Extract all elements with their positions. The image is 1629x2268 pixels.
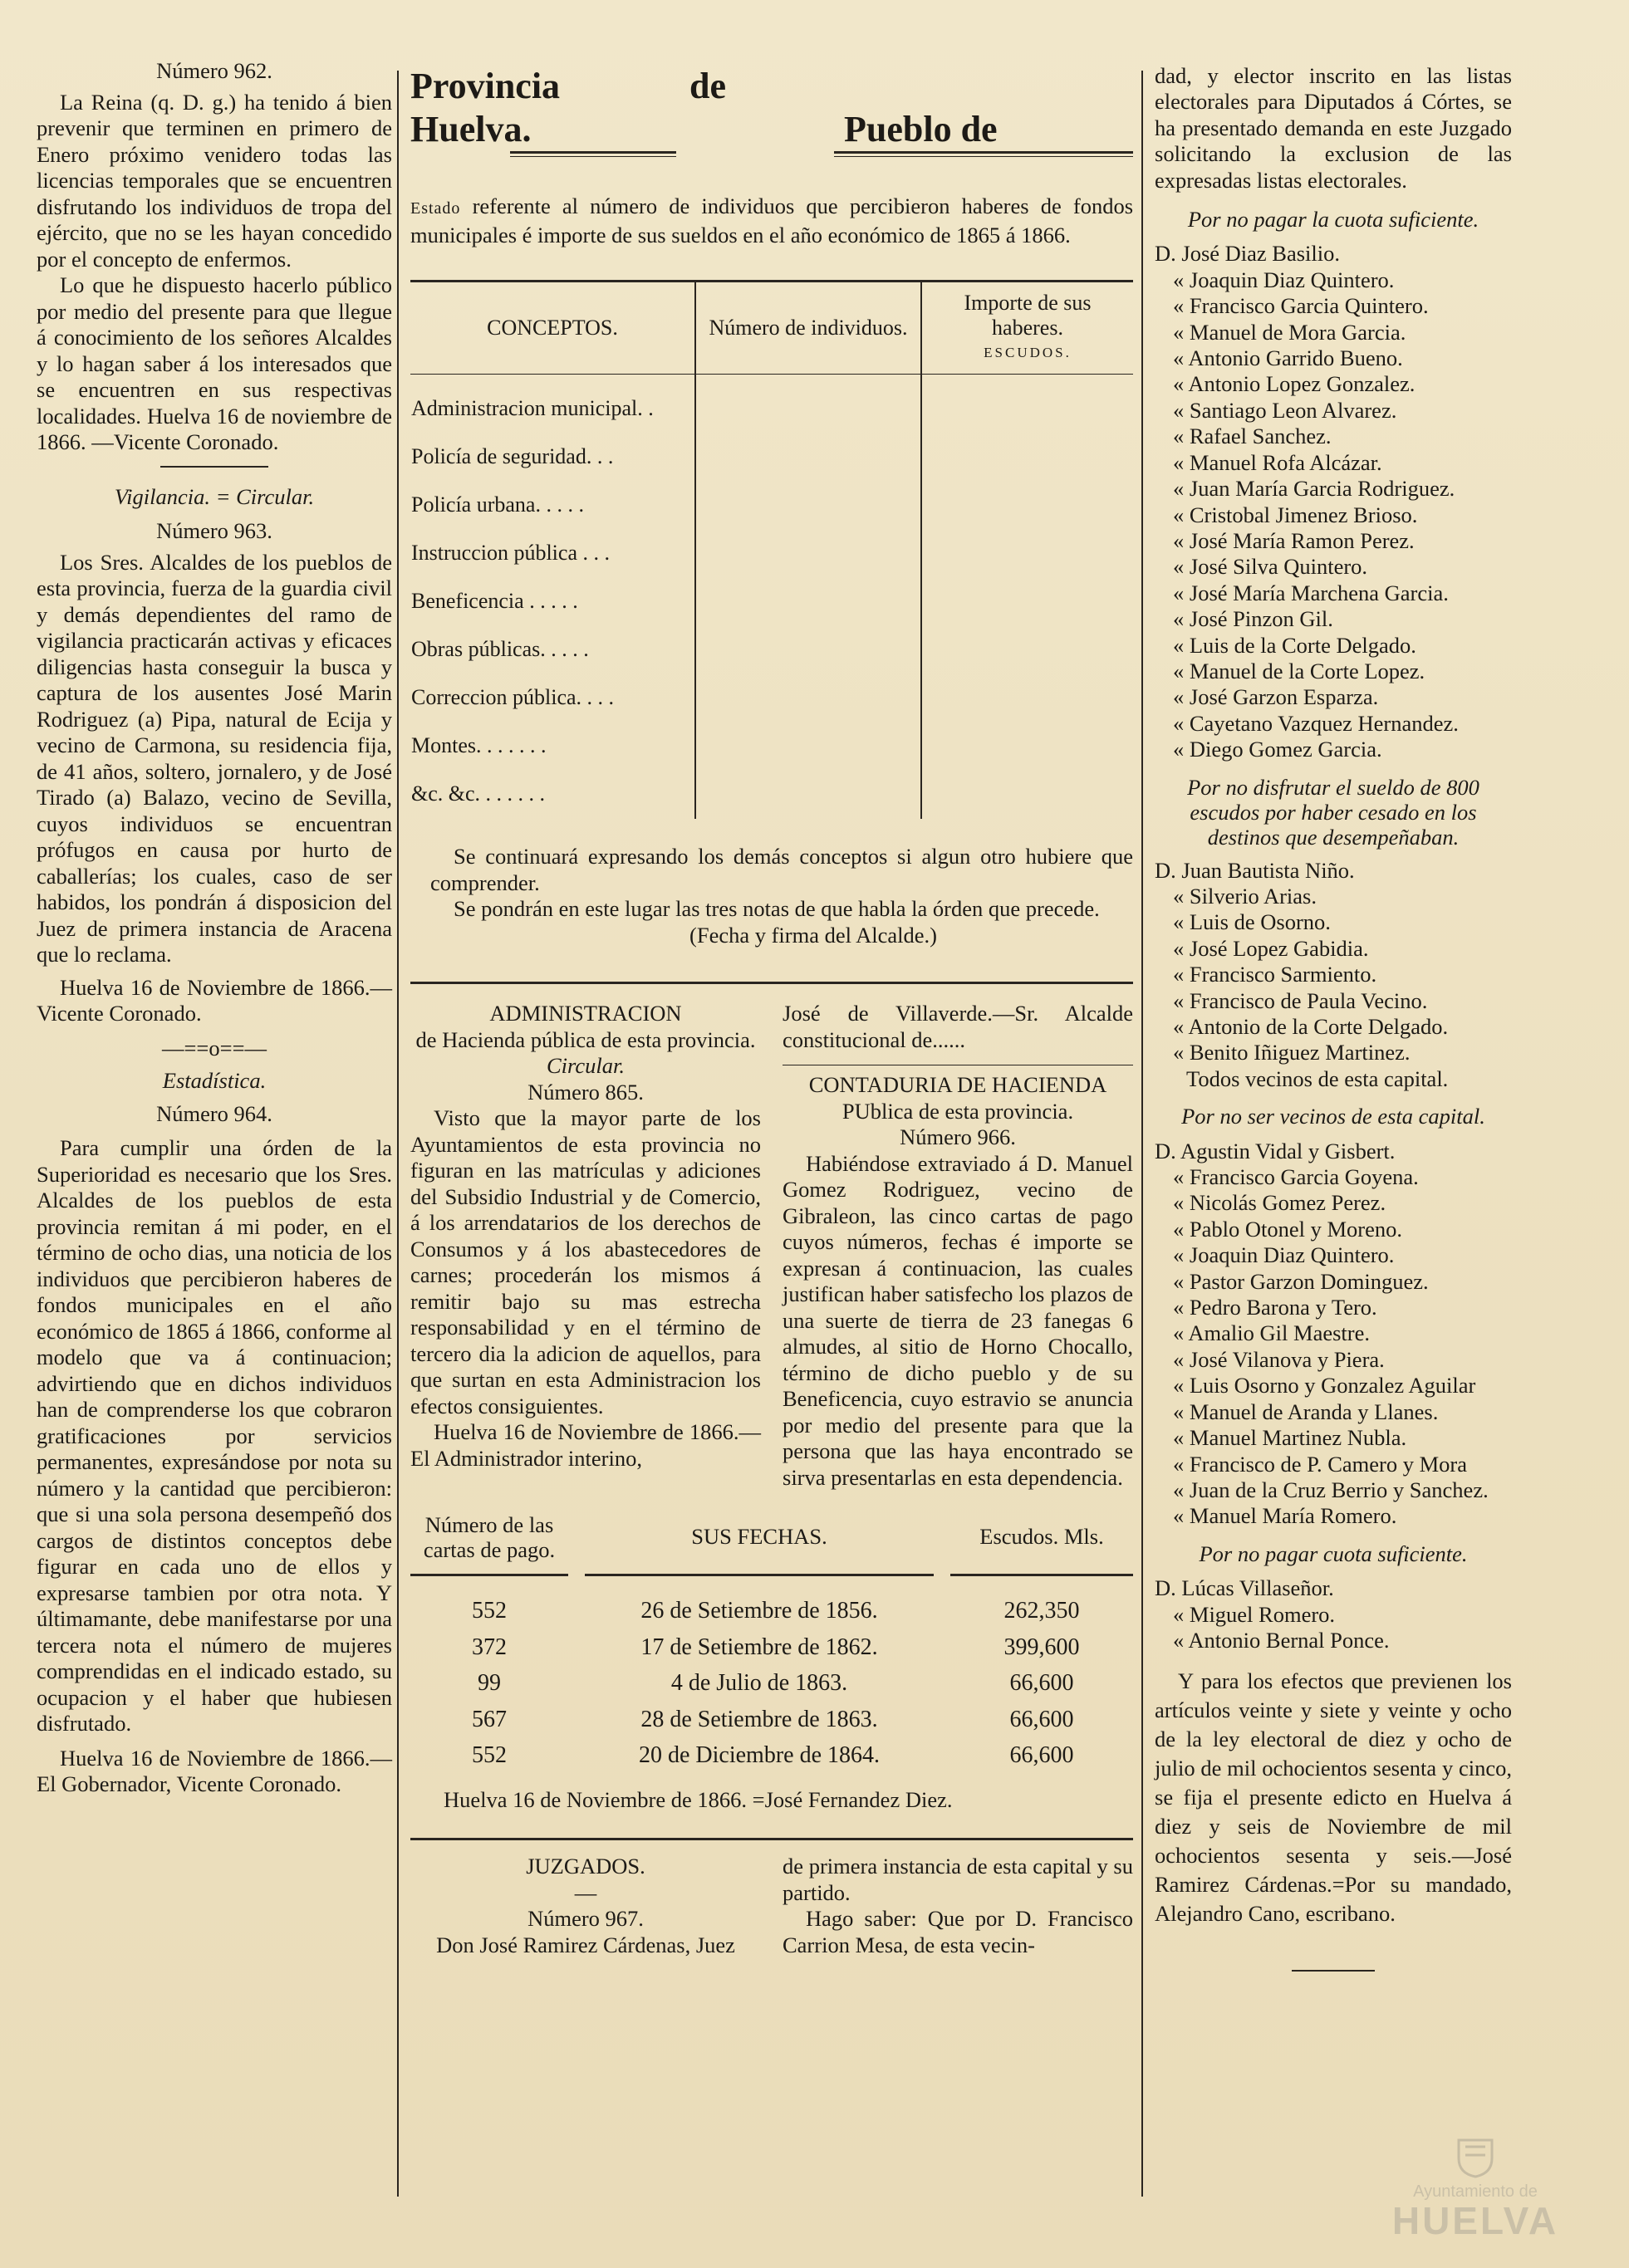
list-item: « Diego Gomez Garcia. [1173,737,1382,762]
carta-importe: 66,600 [1009,1670,1074,1696]
estado-text: referente al número de individuos que percibieron haberes de fondos municipales é importe de sus sueldos en el año económico de 1865 á 1866. [410,193,1134,247]
n865-sign: Huelva 16 de Noviembre de 1866.—El Administrador interino, [410,1419,761,1471]
list-item: « José Vilanova y Piera. [1173,1346,1385,1372]
n962-body2: Lo que he dispuesto hacerlo público por medio del presente para que llegue á conocimiento de los señores Alcaldes y lo hagan saber á los interesados que se encuentren en sus respectivas localidades. Huelva 16 de noviembre de 1866. —Vicente Coronado. [37,272,392,454]
pueblo-underline [834,151,1133,157]
concepto-item: Correccion pública. . . . [411,685,615,709]
n962-title: Número 962. [156,58,272,83]
concepto-item: Instruccion pública . . . [411,541,610,565]
n967-body-b: de primera instancia de esta capital y su partido. [783,1854,1133,1905]
list-item: « Luis de Osorno. [1173,909,1331,935]
list3 [1155,1164,1512,1530]
column-rule-right [1141,71,1143,2197]
list2-tail: Todos vecinos de esta capital. [1186,1065,1449,1091]
vig-heading: Vigilancia. = Circular. [114,483,315,509]
list-item: « Rafael Sanchez. [1173,424,1332,449]
n964-sign: Huelva 16 de Noviembre de 1866.—El Gobernador, Vicente Coronado. [37,1745,392,1796]
cartas-header [410,1512,1133,1562]
left-column [37,58,392,1798]
list-item: « Luis de la Corte Delgado. [1173,632,1416,658]
list-item: « Cristobal Jimenez Brioso. [1173,502,1418,527]
admin-sub: de Hacienda pública de esta provincia. [415,1026,756,1052]
th-escudos: ESCUDOS. [984,345,1072,360]
list-item: « José Lopez Gabidia. [1173,935,1369,961]
admin-block [410,1001,761,1491]
list-item: « Amalio Gil Maestre. [1173,1320,1370,1346]
list-item: « José María Marchena Garcia. [1173,580,1449,605]
list-item: « Juan de la Cruz Berrio y Sanchez. [1173,1477,1489,1502]
n967-body-a: Don José Ramirez Cárdenas, Juez [436,1932,735,1957]
carta-fecha: 17 de Setiembre de 1862. [640,1634,878,1660]
carta-row [410,1702,1133,1738]
n865-sign2: José de Villaverde.—Sr. Alcalde constitucional de...... [783,1001,1133,1052]
juz-right [783,1854,1133,1958]
list-item: « Nicolás Gomez Perez. [1173,1190,1386,1216]
n967-title: Número 967. [527,1906,644,1931]
h1: Por no pagar la cuota suficiente. [1187,207,1479,233]
list-item: « Francisco de P. Camero y Mora [1173,1451,1467,1477]
cont-sign: Huelva 16 de Noviembre de 1866. =José Fernandez Diez. [444,1786,953,1812]
right-column [1155,63,1512,1988]
carta-num: 567 [472,1706,507,1732]
list-item: « Silverio Arias. [1173,883,1317,909]
list4-first: D. Lúcas Villaseñor. [1155,1575,1334,1601]
cartas-rules [410,1574,1133,1576]
list-item: « Pablo Otonel y Moreno. [1173,1216,1403,1242]
closing: Y para los efectos que previenen los artículos veinte y siete y veinte y ocho de la ley electoral de diez y ocho de julio de mil ochocientos sesenta y cinco, se fija el presente edicto en Huelva á diez y seis de Noviembre de mil ochocientos sesenta y seis.—José Ramirez Cárdenas.=Por su mandado, Alejandro Cano, escribano. [1155,1668,1512,1927]
n865-title: Número 865. [527,1079,644,1105]
separator: —==o==— [161,1035,267,1061]
n865-body: Visto que la mayor parte de los Ayuntamientos de esta provincia no figuran en las matrículas y adiciones del Subsidio Industrial y de Comercio, á los arrendatarios de los derechos de Consumos y á los abastecedores de carnes; procederán los mismos á remitir bajo su mas estrecha responsabilidad y en el término de tercero dia la adicion de aquellos, para que surtan en esta Administracion los efectos consiguientes. [410,1105,761,1418]
carta-fecha: 28 de Setiembre de 1863. [640,1706,878,1732]
carta-row [410,1629,1133,1666]
list-item: « José María Ramon Perez. [1173,527,1415,553]
concepto-item: Beneficencia . . . . . [411,589,578,613]
list3-first: D. Agustin Vidal y Gisbert. [1155,1138,1396,1163]
carta-num: 372 [472,1634,507,1660]
concepto-item: Policía urbana. . . . . [411,492,584,517]
list-item: « Francisco Garcia Goyena. [1173,1164,1419,1190]
province-title: Provincia de Huelva. [410,66,726,149]
carta-importe: 66,600 [1009,1706,1074,1732]
list-item: « José Silva Quintero. [1173,554,1368,580]
list-item: « Manuel Martinez Nubla. [1173,1425,1407,1451]
list-item: « José Garzon Esparza. [1173,684,1379,710]
contaduria-block [783,1001,1133,1491]
th-conceptos: CONCEPTOS. [410,282,695,374]
juz-title: JUZGADOS. [526,1854,645,1879]
list-item: « Antonio Lopez Gonzalez. [1173,371,1416,397]
title-underline [510,151,676,157]
juz-left [410,1854,761,1958]
carta-importe: 399,600 [1003,1634,1080,1660]
juzgados-rule [410,1838,1133,1840]
rule-c [950,1574,1133,1576]
list-item: « Manuel Rofa Alcázar. [1173,449,1382,475]
ct-h1: Número de las cartas de pago. [423,1512,556,1562]
concepto-item: Montes. . . . . . . [411,733,547,757]
list-item: « Manuel de la Corte Lopez. [1173,658,1425,683]
rule-b [585,1574,934,1576]
note2: Se pondrán en este lugar las tres notas de que habla la órden que precede. [454,896,1100,921]
watermark-line2: HUELVA [1391,2199,1559,2242]
list-item: « Antonio de la Corte Delgado. [1173,1014,1449,1039]
ct-h2: SUS FECHAS. [691,1524,827,1550]
list2 [1155,884,1512,1066]
list-item: « José Pinzon Gil. [1173,606,1333,632]
n963-sign: Huelva 16 de Noviembre de 1866.—Vicente Coronado. [37,974,392,1026]
list-item: « Joaquin Diaz Quintero. [1173,267,1395,292]
list-item: « Manuel de Aranda y Llanes. [1173,1399,1439,1424]
list-item: « Pastor Garzon Dominguez. [1173,1268,1429,1294]
pueblo-title: Pueblo de [844,109,998,149]
carta-row [410,1593,1133,1629]
list-item: « Antonio Bernal Ponce. [1173,1627,1390,1653]
column-rule-left [397,71,399,2197]
rule-a [410,1574,568,1576]
importe-cell [921,375,1133,819]
concepto-item: &c. &c. . . . . . . [411,781,546,806]
list2-first: D. Juan Bautista Niño. [1155,857,1355,883]
end-divider [1292,1970,1375,1972]
numero-cell [695,375,921,819]
n967-body-c: Hago saber: Que por D. Francisco Carrion Mesa, de esta vecin- [783,1906,1133,1957]
watermark-line1: Ayuntamiento de [1413,2182,1538,2201]
n962-body: La Reina (q. D. g.) ha tenido á bien prevenir que terminen en primero de Enero próximo venidero todas las licencias temporales que se encuentren disfrutando los individuos de tropa del ejército, que no se les hayan concedido por el concepto de enfermos. [37,89,392,272]
list4 [1155,1602,1512,1654]
concepto-item: Policía de seguridad. . . [411,444,614,468]
list-item: « Miguel Romero. [1173,1601,1336,1627]
list-item: « Juan María Garcia Rodriguez. [1173,476,1455,502]
middle-column [410,65,1133,1958]
carta-row [410,1737,1133,1774]
n963-title: Número 963. [156,518,272,543]
cont-title: CONTADURIA DE HACIENDA PUblica de esta provincia. [808,1072,1107,1124]
h4: Por no pagar cuota suficiente. [1199,1541,1468,1566]
carta-row [410,1665,1133,1702]
concepto-item: Obras públicas. . . . . [411,637,589,661]
est-heading: Estadística. [162,1068,267,1093]
carta-fecha: 20 de Diciembre de 1864. [638,1742,881,1768]
ct-h3: Escudos. Mls. [979,1524,1104,1550]
list-item: « Manuel María Romero. [1173,1503,1397,1529]
carta-fecha: 4 de Julio de 1863. [670,1670,848,1696]
carta-importe: 262,350 [1003,1598,1080,1624]
list-item: « Cayetano Vazquez Hernandez. [1173,710,1459,736]
n966-body: Habiéndose extraviado á D. Manuel Gomez Rodriguez, vecino de Gibraleon, las cinco cartas de pago cuyos números, fechas é importe se expresan á continuacion, las cuales justifican haber satisfecho los plazos de una suerte de tierra de 23 fanegas 6 almudes, al sitio de Horno Chocallo, término de dicho pueblo y de su Beneficencia, cuyo estravio se anuncia por medio del presente para que la persona que las haya encontrado se sirva presentarlas en esta dependencia. [783,1150,1133,1490]
carta-fecha: 26 de Setiembre de 1856. [640,1598,878,1624]
carta-num: 552 [472,1742,507,1768]
carta-num: 99 [478,1670,501,1696]
list-item: « Pedro Barona y Tero. [1173,1295,1377,1320]
list-item: « Antonio Garrido Bueno. [1173,345,1403,371]
estado-para [410,193,1133,248]
estado-table [410,282,1133,819]
admin-title: ADMINISTRACION [489,1001,682,1026]
conceptos-cell [410,375,695,819]
list-item: « Francisco Sarmiento. [1173,962,1377,987]
juzgados-block [410,1854,1133,1958]
note3: (Fecha y firma del Alcalde.) [689,922,937,948]
carta-importe: 66,600 [1009,1742,1074,1768]
list-item: « Francisco Garcia Quintero. [1173,293,1429,319]
list-item: « Joaquin Diaz Quintero. [1173,1242,1395,1268]
concepto-item: Administracion municipal. . [411,396,654,420]
list-item: « Santiago Leon Alvarez. [1173,397,1397,423]
cartas-table [410,1593,1133,1774]
list1 [1155,267,1512,763]
h2: Por no disfrutar el sueldo de 800 escudos por haber cesado en los destinos que desempeñaban. [1187,774,1479,850]
th-numero: Número de individuos. [695,282,921,374]
list-item: « Luis Osorno y Gonzalez Aguilar [1173,1373,1476,1399]
th-importe: Importe de sus haberes. [964,291,1092,340]
list-item: « Francisco de Paula Vecino. [1173,987,1428,1013]
h3: Por no ser vecinos de esta capital. [1181,1104,1485,1129]
estado-lead: Estado [410,199,461,218]
list-item: « Benito Iñiguez Martinez. [1173,1040,1411,1065]
admin-circ: Circular. [547,1053,625,1078]
divider [160,466,268,468]
crest-icon [1450,2135,1500,2178]
n963-body: Los Sres. Alcaldes de los pueblos de esta provincia, fuerza de la guardia civil y demás dependientes del ramo de vigilancia practicarán activas y eficaces diligencias hasta conseguir la busca y captura de los ausentes José Marin Rodriguez (a) Pipa, natural de Ecija y vecino de Carmona, su residencia fija, de 41 años, soltero, jornalero, y de José Tirado (a) Balazo, vecino de Sevilla, cuyos individuos se encuentran prófugos en causa por hurto de caballerías; los cuales, caso de ser habidos, los pondrán á disposicion del Juez de primera instancia de Aracena que lo reclama. [37,549,392,967]
conceptos-list [411,385,694,818]
n964-body: Para cumplir una órden de la Superioridad es necesario que los Sres. Alcaldes de los pueblos de esta provincia remitan á mi poder, en el término de ocho dias, una noticia de los individuos que percibieron haberes de fondos municipales en el año económico de 1865 á 1866, conforme al modelo que va á continuacion; advirtiendo que en dichos individuos han de comprenderse los que cobraron gratificaciones por servicios permanentes, expresándose por nota su número y la cantidad que percibieron: que si una sola persona desempeñó dos cargos de distintos conceptos debe figurar en cada uno de ellos y expresarse tambien por otra nota. Y últimamante, debe manifestarse por una tercera nota el número de mujeres comprendidas en el indicado estado, su ocupacion y el haber que hubiesen disfrutado. [37,1135,392,1736]
carta-num: 552 [472,1598,507,1624]
watermark-logo [1380,2135,1571,2243]
admin-contaduria [410,1001,1133,1491]
th-importe-cell [921,282,1133,374]
list-item: « Manuel de Mora Garcia. [1173,319,1406,345]
section-rule [410,982,1133,984]
note1: Se continuará expresando los demás conceptos si algun otro hubiere que comprender. [430,844,1133,895]
list1-first: D. José Diaz Basilio. [1155,241,1341,267]
n964-title: Número 964. [156,1100,272,1126]
right-intro: dad, y elector inscrito en las listas electorales para Diputados á Córtes, se ha presentado demanda en este Juzgado solicitando la exclusion de las expresadas listas electorales. [1155,63,1512,193]
juz-dash: — [574,1879,597,1905]
n966-title: Número 966. [900,1124,1016,1149]
